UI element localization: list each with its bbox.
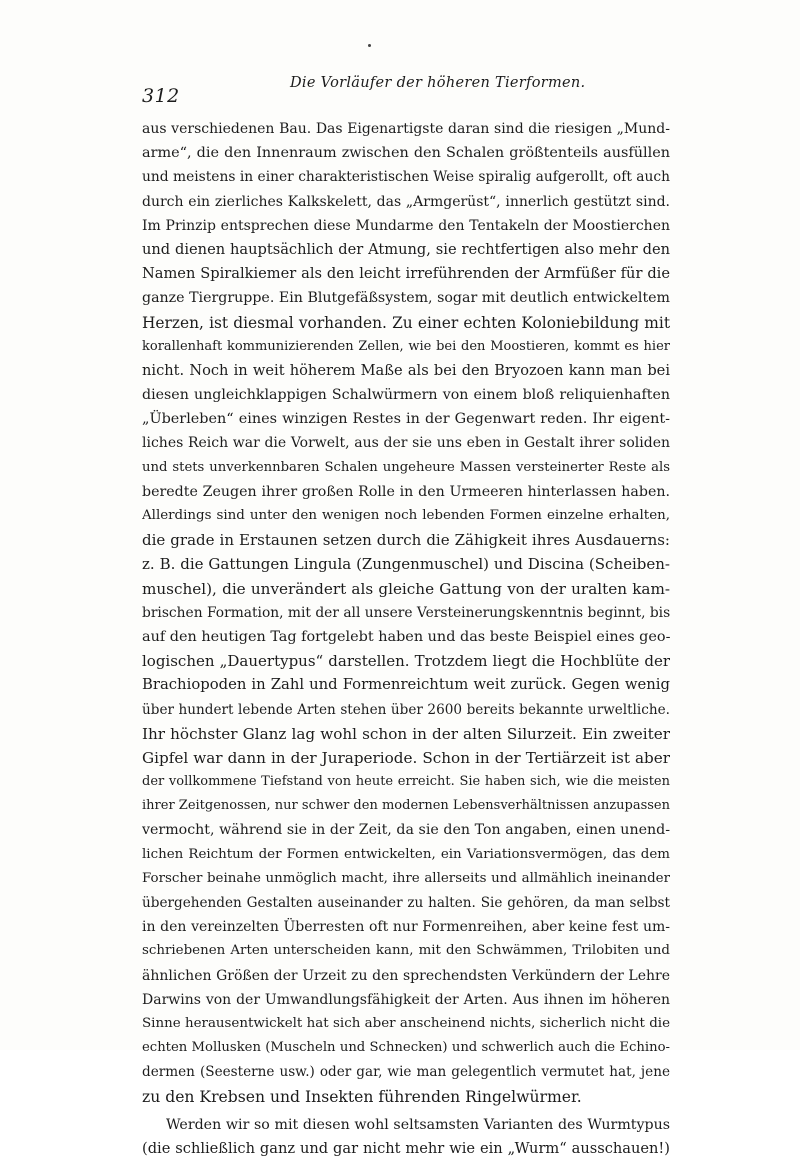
running-title: Die Vorläufer der höheren Tierformen. — [290, 75, 586, 91]
text-line: (die schließlich ganz und gar nicht mehr wie ein „Wurm“ ausschauen!) — [142, 1139, 670, 1157]
text-line: „Überleben“ eines winzigen Restes in der Gegenwart reden. Ihr eigent- — [142, 411, 670, 428]
text-line: Im Prinzip entsprechen diese Mundarme den Tentakeln der Moostierchen — [142, 217, 670, 234]
text-line: Darwins von der Umwandlungsfähigkeit der Arten. Aus ihnen im höheren — [142, 991, 670, 1008]
text-line: Herzen, ist diesmal vorhanden. Zu einer echten Koloniebildung mit — [142, 313, 670, 332]
running-head — [0, 75, 800, 107]
page-number: 312 — [142, 85, 180, 107]
text-line: Namen Spiralkiemer als den leicht irreführenden der Armfüßer für die — [142, 265, 670, 283]
text-line: nicht. Noch in weit höherem Maße als bei den Bryozoen kann man bei — [142, 361, 670, 379]
text-line: Sinne herausentwickelt hat sich aber anscheinend nichts, sicherlich nicht die — [142, 1015, 670, 1031]
text-line: liches Reich war die Vorwelt, aus der sie uns eben in Gestalt ihrer soliden — [142, 435, 670, 452]
text-line: z. B. die Gattungen Lingula (Zungenmuschel) und Discina (Scheiben- — [142, 555, 670, 574]
text-line: Gipfel war dann in der Juraperiode. Schon in der Tertiärzeit ist aber — [142, 748, 670, 767]
text-line: und dienen hauptsächlich der Atmung, sie rechtfertigen also mehr den — [142, 240, 670, 258]
text-line: zu den Krebsen und Insekten führenden Ringelwürmer. — [142, 1087, 582, 1106]
text-line: die grade in Erstaunen setzen durch die Zähigkeit ihres Ausdauerns: — [142, 531, 670, 550]
text-line: arme“, die den Innenraum zwischen den Schalen größtenteils ausfüllen — [142, 145, 670, 162]
text-line: in den vereinzelten Überresten oft nur Formenreihen, aber keine fest um- — [142, 919, 670, 936]
text-line: Forscher beinahe unmöglich macht, ihre allerseits und allmählich ineinander — [142, 870, 670, 886]
text-line: echten Mollusken (Muscheln und Schnecken) und schwerlich auch die Echino- — [142, 1040, 670, 1056]
ink-speck — [368, 44, 371, 47]
text-line: durch ein zierliches Kalkskelett, das „Armgerüst“, innerlich gestützt sind. — [142, 193, 670, 210]
text-line: diesen ungleichklappigen Schalwürmern von einem bloß reliquienhaften — [142, 387, 670, 404]
text-line: Brachiopoden in Zahl und Formenreichtum weit zurück. Gegen wenig — [142, 676, 670, 694]
text-line: Werden wir so mit diesen wohl seltsamsten Varianten des Wurmtypus — [166, 1116, 670, 1133]
text-line: logischen „Dauertypus“ darstellen. Trotzdem liegt die Hochblüte der — [142, 652, 670, 671]
text-line: und stets unverkennbaren Schalen ungeheure Massen versteinerter Reste als — [142, 459, 670, 475]
text-line: ähnlichen Größen der Urzeit zu den sprechendsten Verkündern der Lehre — [142, 967, 670, 984]
text-line: muschel), die unverändert als gleiche Gattung von der uralten kam- — [142, 579, 670, 598]
text-line: dermen (Seesterne usw.) oder gar, wie man gelegentlich vermutet hat, jene — [142, 1064, 670, 1081]
body-text — [142, 117, 670, 1161]
text-line: schriebenen Arten unterscheiden kann, mit den Schwämmen, Trilobiten und — [142, 943, 670, 959]
text-line: Ihr höchster Glanz lag wohl schon in der alten Silurzeit. Ein zweiter — [142, 724, 670, 743]
text-line: ihrer Zeitgenossen, nur schwer den modernen Lebensverhältnissen anzupassen — [142, 798, 670, 814]
text-line: korallenhaft kommunizierenden Zellen, wie bei den Moostieren, kommt es hier — [142, 338, 670, 354]
text-line: brischen Formation, mit der all unsere Versteinerungskenntnis beginnt, bis — [142, 604, 670, 621]
text-line: beredte Zeugen ihrer großen Rolle in den Urmeeren hinterlassen haben. — [142, 483, 670, 500]
text-line: aus verschiedenen Bau. Das Eigenartigste daran sind die riesigen „Mund- — [142, 121, 670, 137]
text-line: der vollkommene Tiefstand von heute erreicht. Sie haben sich, wie die meisten — [142, 774, 670, 790]
text-line: Allerdings sind unter den wenigen noch lebenden Formen einzelne erhalten, — [142, 508, 670, 523]
text-line: übergehenden Gestalten auseinander zu halten. Sie gehören, da man selbst — [142, 895, 670, 911]
text-line: und meistens in einer charakteristischen Weise spiralig aufgerollt, oft auch — [142, 169, 670, 186]
text-line: vermocht, während sie in der Zeit, da sie den Ton angaben, einen unend- — [142, 822, 670, 839]
text-line: über hundert lebende Arten stehen über 2600 bereits bekannte urweltliche. — [142, 701, 670, 718]
text-line: auf den heutigen Tag fortgelebt haben und das beste Beispiel eines geo- — [142, 628, 670, 645]
text-line: lichen Reichtum der Formen entwickelten, ein Variationsvermögen, das dem — [142, 846, 670, 862]
text-line: ganze Tiergruppe. Ein Blutgefäßsystem, sogar mit deutlich entwickeltem — [142, 290, 670, 307]
